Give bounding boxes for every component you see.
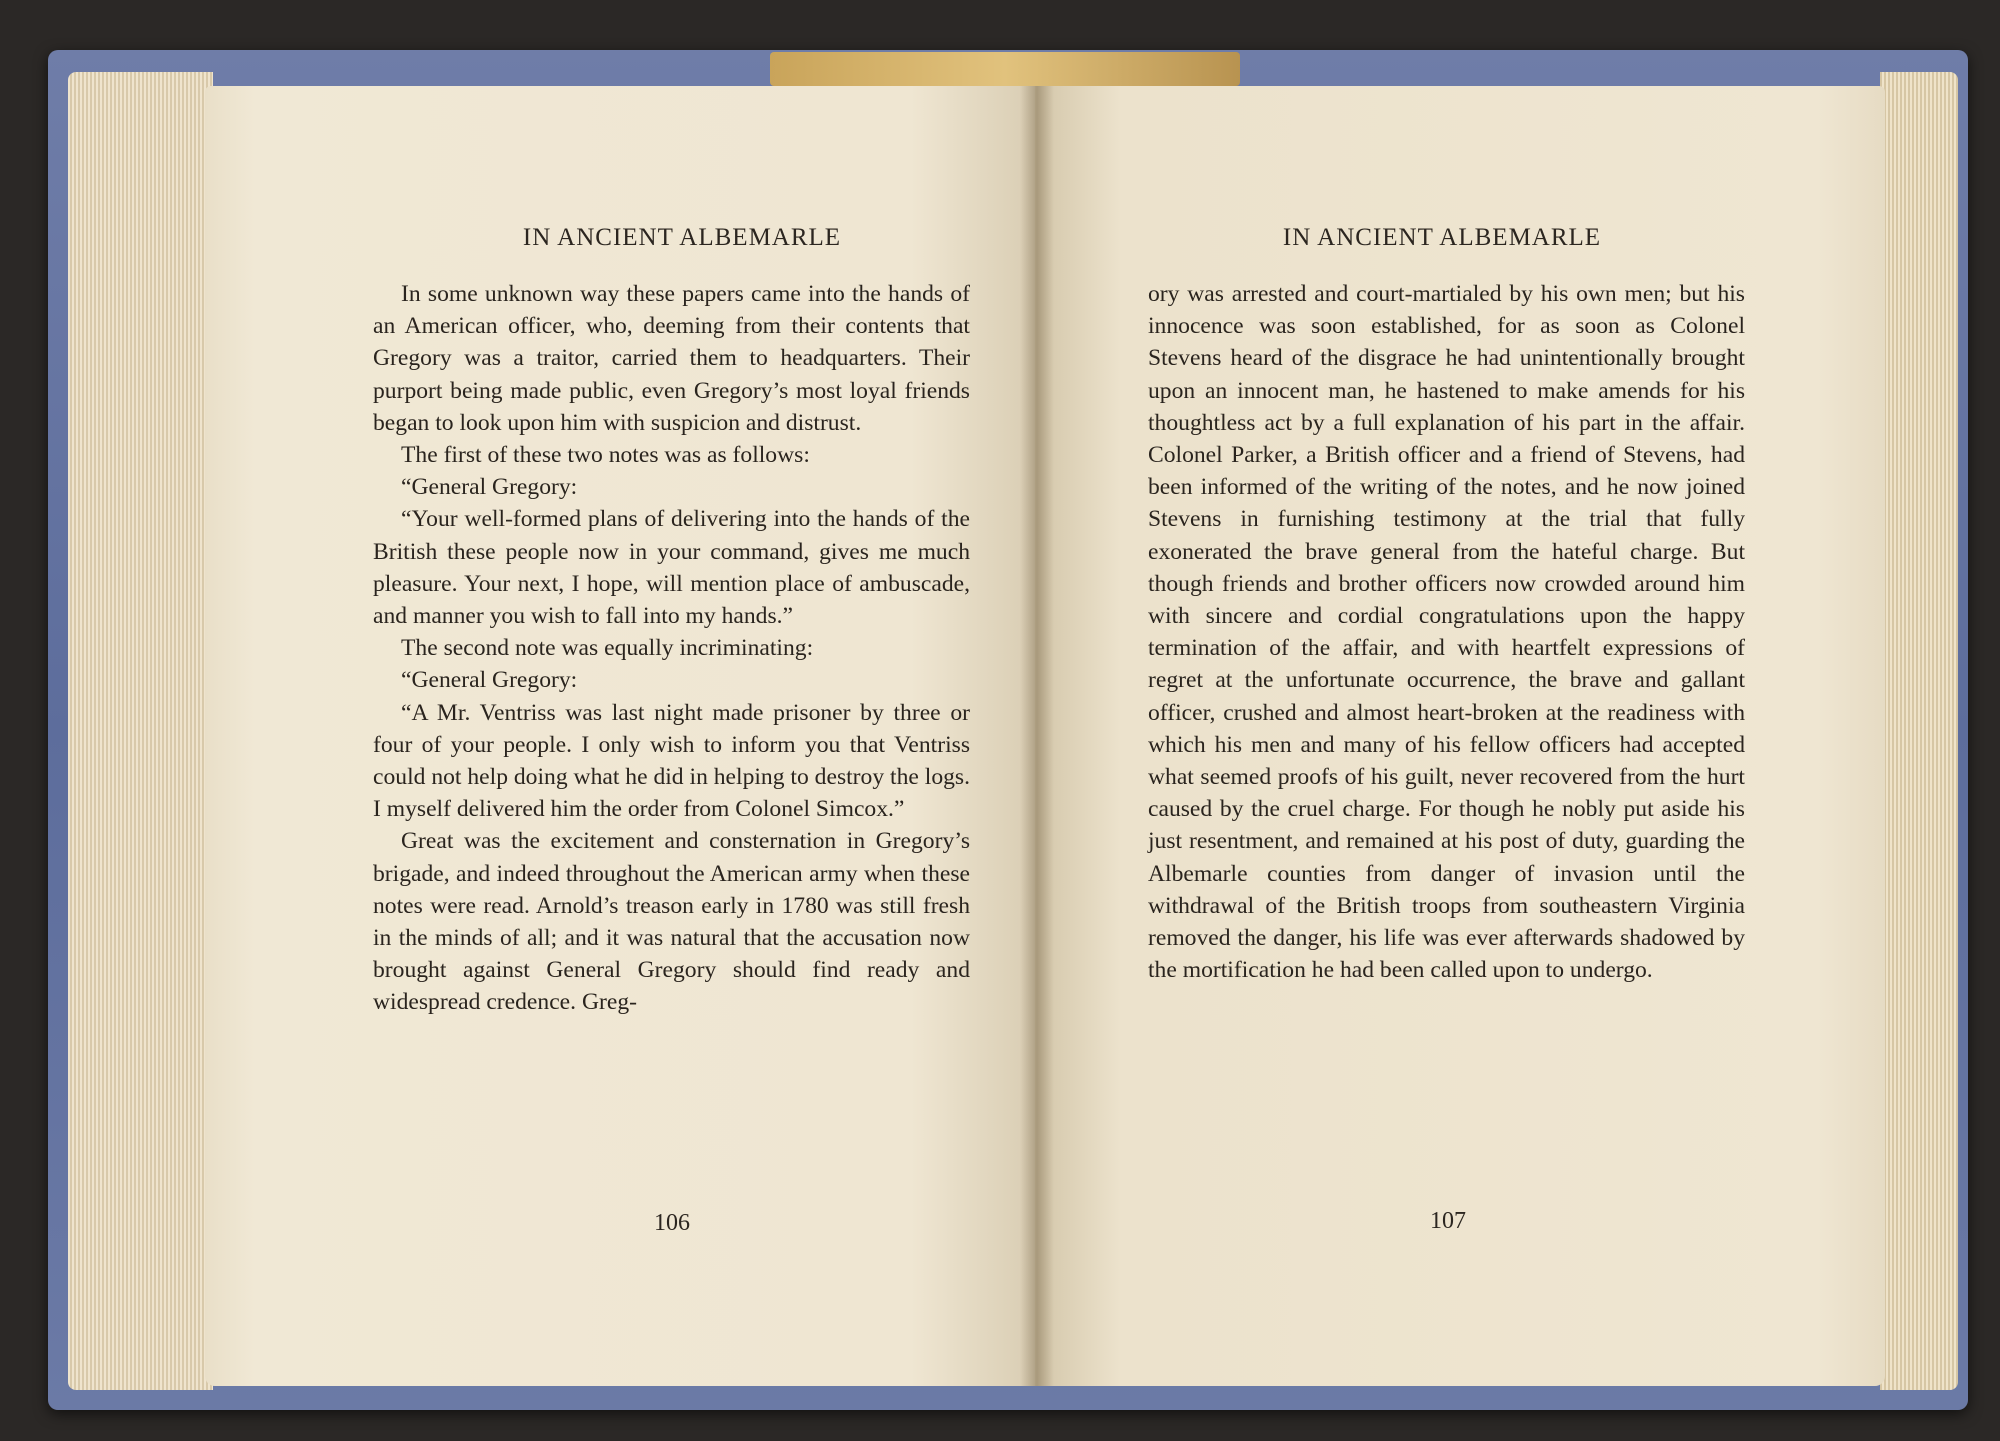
page-edges-right [1880, 72, 1958, 1390]
left-page-number: 106 [654, 1210, 690, 1236]
right-page-number: 107 [1430, 1208, 1466, 1234]
book-spine-headband [770, 52, 1240, 86]
left-page-text [373, 278, 970, 1019]
left-paragraph: In some unknown way these papers came into the hands of an American officer, who, deeming from their contents that Gregory was a traitor, carried them to headquarters. Their purport being made public, even Gregory’s most loyal friends began to look upon him with suspicion and distrust. [373, 281, 970, 436]
left-running-head: IN ANCIENT ALBEMARLE [522, 224, 842, 251]
left-paragraph: Great was the excitement and consternation in Gregory’s brigade, and indeed throughout the American army when these notes were read. Arnold’s treason early in 1780 was still fresh in the minds of all; and it was natural that the accusation now brought against General Gregory should find ready and widespread credence. Greg- [373, 828, 970, 1016]
left-paragraph: “A Mr. Ventriss was last night made prisoner by three or four of your people. I only wish to inform you that Ventriss could not help doing what he did in helping to destroy the logs. I myself delivered him the order from Colonel Simcox.” [373, 699, 970, 823]
left-paragraph: “General Gregory: [401, 667, 578, 694]
right-page-text [1148, 278, 1745, 986]
left-paragraph: The first of these two notes was as follows: [401, 442, 810, 469]
right-running-head: IN ANCIENT ALBEMARLE [1282, 224, 1602, 251]
left-paragraph: “General Gregory: [401, 474, 578, 501]
left-paragraph: “Your well-formed plans of delivering into the hands of the British these people now in your command, gives me much pleasure. Your next, I hope, will mention place of ambuscade, and manner you wish to fall into my hands.” [373, 506, 970, 630]
page-edges-left [68, 72, 213, 1390]
book-gutter [1020, 86, 1054, 1386]
right-paragraph: ory was arrested and court-martialed by his own men; but his innocence was soon established, for as soon as Colonel Stevens heard of the disgrace he had unintentionally brought upon an innocent man, he hastened to make amends for his thoughtless act by a full explanation of his part in the affair. Colonel Parker, a British officer and a friend of Stevens, had been informed of the writing of the notes, and he now joined Stevens in furnishing testimony at the trial that fully exonerated the brave general from the hateful charge. But though friends and brother officers now crowded around him with sincere and cordial congratulations upon the happy termination of the affair, and with heartfelt expressions of regret at the unfortunate occurrence, the brave and gallant officer, crushed and almost heart-broken at the readiness with which his men and many of his fellow officers had accepted what seemed proofs of his guilt, never recovered from the hurt caused by the cruel charge. For though he nobly put aside his just resentment, and remained at his post of duty, guarding the Albemarle counties from danger of invasion until the withdrawal of the British troops from southeastern Virginia removed the danger, his life was ever afterwards shadowed by the mortification he had been called upon to undergo. [1148, 281, 1745, 984]
left-paragraph: The second note was equally incriminating: [401, 635, 814, 662]
